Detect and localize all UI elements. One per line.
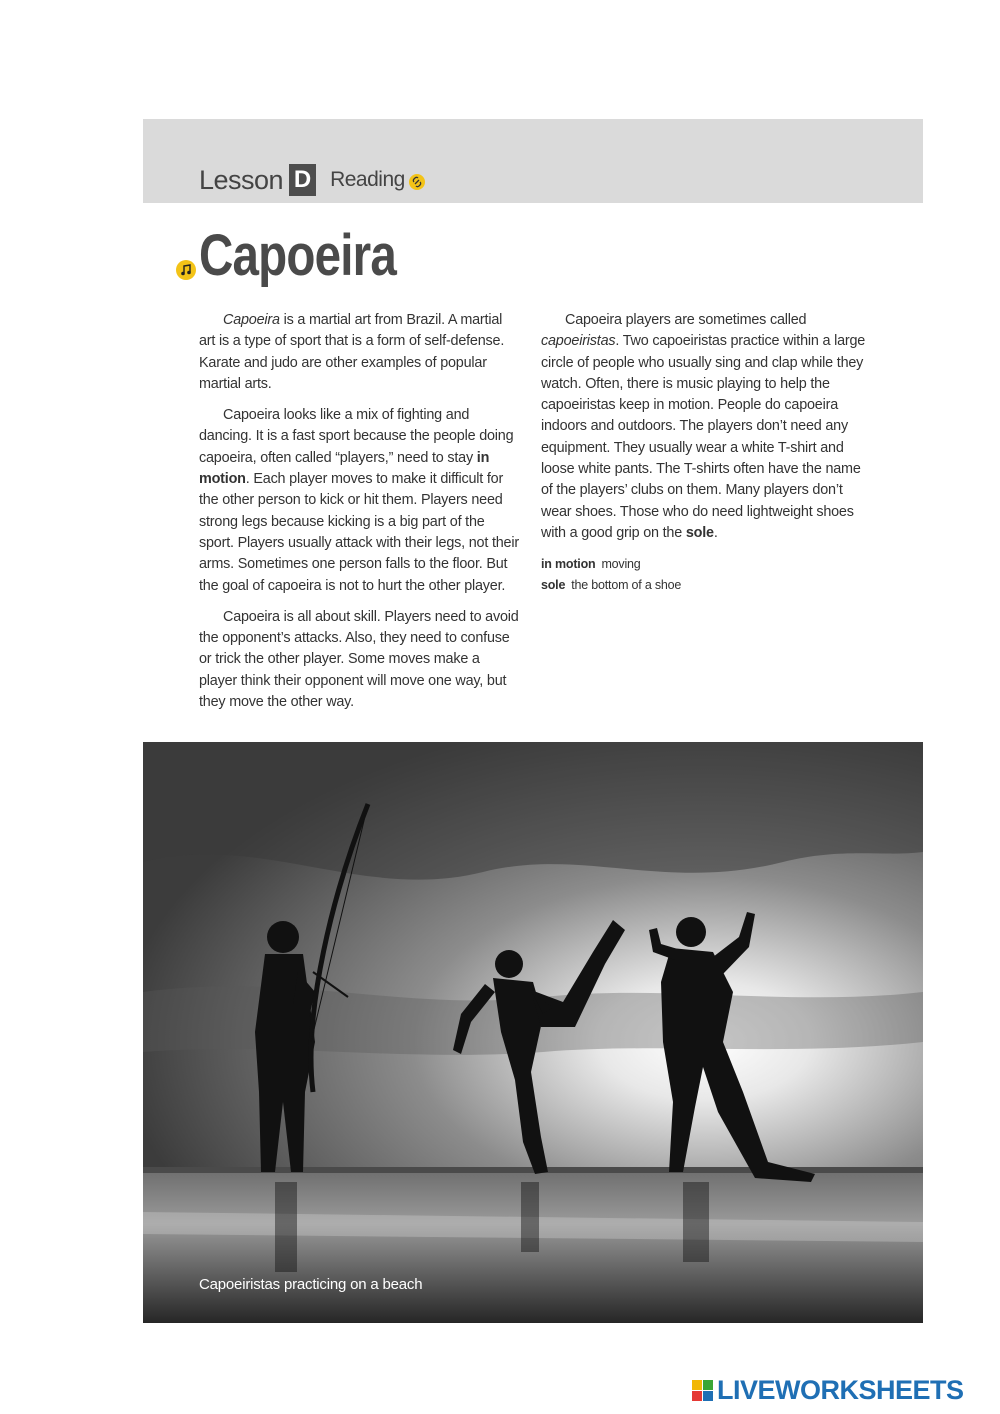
paragraph-2-text-a: Capoeira looks like a mix of fighting and dancing. It is a fast sport because the people doing capoeira, often called “players,” need to stay xyxy=(199,407,514,466)
article-left-column xyxy=(199,310,521,723)
paragraph-2 xyxy=(199,405,521,597)
paragraph-4-text-a: Capoeira players are sometimes called xyxy=(565,312,807,328)
article-right-column xyxy=(541,310,867,596)
vocab-sole: sole xyxy=(685,524,714,541)
glossary-definition: moving xyxy=(601,557,641,572)
link-icon[interactable] xyxy=(409,174,425,190)
lesson-label xyxy=(199,162,425,198)
paragraph-1-text: is a martial art from Brazil. A martial art is a type of sport that is a form of self-defense. Karate and judo are other examples of popular martial arts. xyxy=(199,312,505,392)
vocab-in-motion: in motion xyxy=(199,449,490,488)
section-label: Reading xyxy=(330,168,405,191)
audio-icon[interactable] xyxy=(176,260,196,280)
paragraph-4-text-c: . xyxy=(713,524,718,541)
glossary xyxy=(541,554,867,596)
lesson-letter-badge: D xyxy=(289,164,316,196)
paragraph-3: Capoeira is all about skill. Players need to avoid the opponent’s attacks. Also, they need to confuse or trick the other player. Some moves make a player think their opponent will move one way, but they move the other way. xyxy=(199,608,519,711)
liveworksheets-logo-icon xyxy=(692,1378,714,1402)
page-title: Capoeira xyxy=(199,223,396,288)
glossary-term: in motion xyxy=(541,557,596,572)
term-capoeiristas: capoeiristas xyxy=(541,333,616,350)
capoeira-silhouette-illustration xyxy=(143,742,923,1323)
paragraph-4 xyxy=(541,310,867,544)
beach-photo xyxy=(143,742,923,1323)
glossary-term: sole xyxy=(541,578,566,593)
liveworksheets-logo xyxy=(692,1376,964,1404)
lesson-word: Lesson xyxy=(199,164,284,195)
glossary-entry xyxy=(541,575,867,596)
glossary-definition: the bottom of a shoe xyxy=(571,578,682,593)
paragraph-4-text-b: . Two capoeiristas practice within a large circle of people who usually sing and clap while they watch. Often, there is music playing to help the capoeiristas keep in motion. People do capoeira indoors and outdoors. The players don’t need any equipment. They usually wear a white T-shirt and loose white pants. The T-shirts often have the name of the players’ clubs on them. Many players don’t wear shoes. Those who do need lightweight shoes with a good grip on the xyxy=(541,333,866,541)
paragraph-1 xyxy=(199,310,521,395)
paragraph-2-text-b: . Each player moves to make it difficult for the other person to kick or hit them. Players need strong legs because kicking is a big part of the sport. Players usually attack with their legs, not their arms. Sometimes one person falls to the floor. But the goal of capoeira is not to hurt the other player. xyxy=(199,471,519,594)
glossary-entry xyxy=(541,554,867,575)
liveworksheets-brand-text: LIVEWORKSHEETS xyxy=(717,1374,964,1405)
photo-caption: Capoeiristas practicing on a beach xyxy=(199,1276,423,1293)
term-capoeira: Capoeira xyxy=(223,312,280,328)
